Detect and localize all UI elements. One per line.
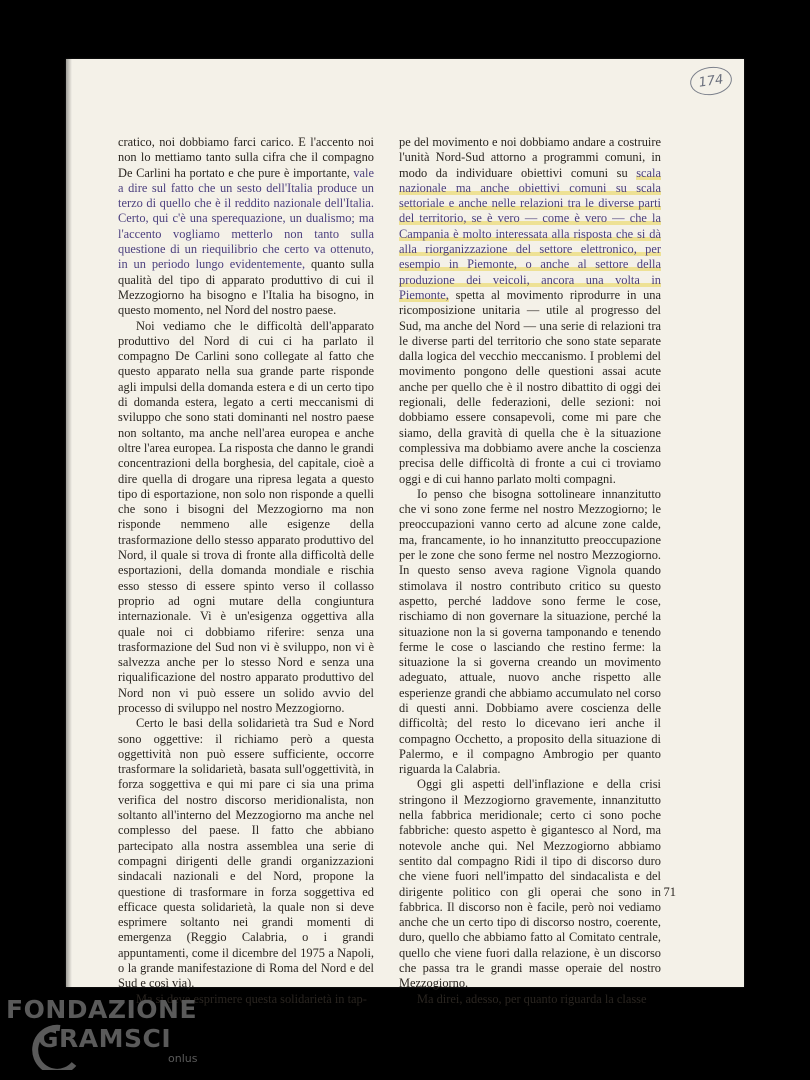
paragraph-text: spetta al movimento riprodurre in una ricomposizione unitaria — utile al progresso del Sud, ma anche del Nord — una serie di relazioni tra le diverse parti del territorio che sono state separate dalla logica del vecchio meccanismo. I problemi del movimento pongono delle questioni assai acute anche per quello che è il nostro dibattito di oggi dei regionali, delle federazioni, delle sezioni: noi dobbiamo essere consapevoli, come mi pare che siamo, della gravità di quella che è la situazione complessiva ma dobbiamo avere anche la coscienza precisa delle difficoltà di fronte a cui ci troviamo oggi e di cui hanno parlato molti compagni. (399, 287, 661, 486)
paragraph-text: Certo le basi della solidarietà tra Sud e Nord sono oggettive: il richiamo però a questa oggettività non può essere sufficiente, occorre trasformare la solidarietà, basata sull'oggettività, in forza soggettiva e qui mi pare ci sia una prima verifica del nostro discorso meridionalista, non soltanto all'interno del Mezzogiorno ma anche nel complesso del paese. Il fatto che abbiano partecipato alla nostra assemblea una serie di compagni dirigenti delle grandi organizzazioni sindacali nazionali e del Nord, propone la questione di trasformare in forza soggettiva ed efficace questa solidarietà, la quale non si deve esprimere soltanto nei grandi momenti di emergenza (Reggio Calabria, o i grandi appuntamenti, come il dicembre del 1975 a Napoli, o la grande manifestazione di Roma del Nord e del Sud e così via). (118, 716, 374, 991)
paragraph-text: Ma si deve esprimere questa solidarietà in tap- (136, 991, 367, 1006)
highlighted-text: vale a dire sul fatto che un sesto dell'Italia produce un terzo di quello che è il reddito nazionale dell'Italia. Certo, qui c'è una sperequazione, un dualismo; ma l'accento vogliamo metterlo non tanto sulla questione di un riequilibrio che certo va ottenuto, in un periodo lungo evidentemente, (118, 165, 374, 272)
paragraph-text: quanto sulla qualità del tipo di apparato produttivo di cui il Mezzogiorno ha bisogno e l'Italia ha bisogno, in questo momento, nel Nord del nostro paese. (118, 257, 374, 318)
paragraph (399, 135, 661, 487)
paragraph (399, 992, 661, 1007)
archive-number-stamp: 174 (688, 64, 733, 98)
paragraph (118, 319, 374, 717)
paragraph (399, 487, 661, 778)
fondazione-gramsci-watermark (0, 990, 220, 1070)
paragraph-text: pe del movimento e noi dobbiamo andare a costruire l'unità Nord-Sud attorno a programmi comuni, in modo da individuare obiettivi comuni su (399, 135, 661, 180)
left-text-column (118, 135, 374, 1007)
watermark-suffix: onlus (168, 1052, 198, 1065)
right-text-column (399, 135, 661, 1007)
highlighted-text: scala nazionale ma anche obiettivi comuni su scala settoriale e anche nelle relazioni tra le diverse parti del territorio, se è vero — come è vero — che la Campania è molto interessata alla risposta che si dà alla riorganizzazione del settore elettronico, per esempio in Piemonte, o anche al settore della produzione dei veicoli, ancora una volta in Piemonte, (399, 165, 661, 302)
page-number: 71 (663, 885, 676, 899)
watermark-line-2: GRAMSCI (38, 1024, 172, 1053)
paragraph-text: Oggi gli aspetti dell'inflazione e della crisi stringono il Mezzogiorno gravemente, innanzitutto nella fabbrica meridionale; certo ci sono poche fabbriche: questo aspetto è gigantesco al Nord, ma notevole anche qui. Nel Mezzogiorno abbiamo sentito dal compagno Ridi il tipo di discorso duro che viene fuori nell'impatto del sindacalista e del dirigente politico con gli operai che sono in fabbrica. Il discorso non è facile, però noi vediamo anche che un certo tipo di discorso nostro, coerente, duro, quello che abbiamo fatto al Comitato centrale, quello che viene fuori dalla relazione, è un discorso che passa tra le grandi masse operaie del nostro Mezzogiorno. (399, 777, 661, 991)
document-page (66, 59, 744, 1006)
paragraph-text: Ma direi, adesso, per quanto riguarda la classe (417, 991, 647, 1006)
paragraph (118, 716, 374, 991)
paragraph-text: cratico, noi dobbiamo farci carico. E l'accento noi non lo mettiamo tanto sulla cifra che il compagno De Carlini ha portato e che pure è importante, (118, 135, 374, 180)
paragraph-text: Io penso che bisogna sottolineare innanzitutto che vi sono zone ferme nel nostro Mezzogiorno; le preoccupazioni vanno certo ad alcune zone calde, ma, francamente, io ho innanzitutto preoccupazione per le zone che sono ferme nel nostro Mezzogiorno. In questo senso aveva ragione Vignola quando stimolava il nostro contributo critico su questo aspetto, perché laddove sono ferme le cose, rischiamo di non governare la situazione, perché la situazione non la si governa tamponando e tenendo ferme le cose o lasciando che restino ferme: la situazione la si governa creando un movimento adeguato, attuale, nuovo anche rispetto alle esperienze grandi che abbiamo accumulato nel corso di questi anni. Dobbiamo avere coscienza delle difficoltà; del resto lo dicevano ieri anche il compagno Occhetto, a proposito della situazione di Palermo, e il compagno Ambrogio per quanto riguarda la Calabria. (399, 486, 661, 777)
watermark-line-1: FONDAZIONE (6, 995, 198, 1024)
paragraph-text: Noi vediamo che le difficoltà dell'apparato produttivo del Nord di cui ci ha parlato il compagno De Carlini sono collegate al fatto che questo apparato nella sua grande parte risponde agli impulsi della domanda estera e di un certo tipo di domanda estera, legato a certi meccanismi di sviluppo che sono stati dominanti nel nostro paese non soltanto, ma anche nell'area europea e anche oltre l'area europea. La risposta che danno le grandi concentrazioni della borghesia, del capitale, cioè a dire quella di drogare una ripresa legata a questo tipo di esportazione, non solo non risponde a quelli che sono i bisogni del Mezzogiorno ma non risponde nemmeno alle esigenze della trasformazione dello stesso apparato produttivo del Nord, il quale si trova di fronte alla difficoltà delle esportazioni, della domanda mondiale e rischia esso stesso di essere spinto verso il collasso proprio ad ogni mutare della congiuntura internazionale. Vi è un'esigenza oggettiva alla quale noi ci dobbiamo riferire: senza una trasformazione del Sud non vi è sviluppo, non vi è salvezza anche per lo stesso Nord e senza una riqualificazione del nostro apparato produttivo del Nord non vi può essere un solido avvio del processo di sviluppo nel nostro Mezzogiorno. (118, 318, 374, 715)
paragraph (399, 777, 661, 991)
paragraph (118, 135, 374, 319)
